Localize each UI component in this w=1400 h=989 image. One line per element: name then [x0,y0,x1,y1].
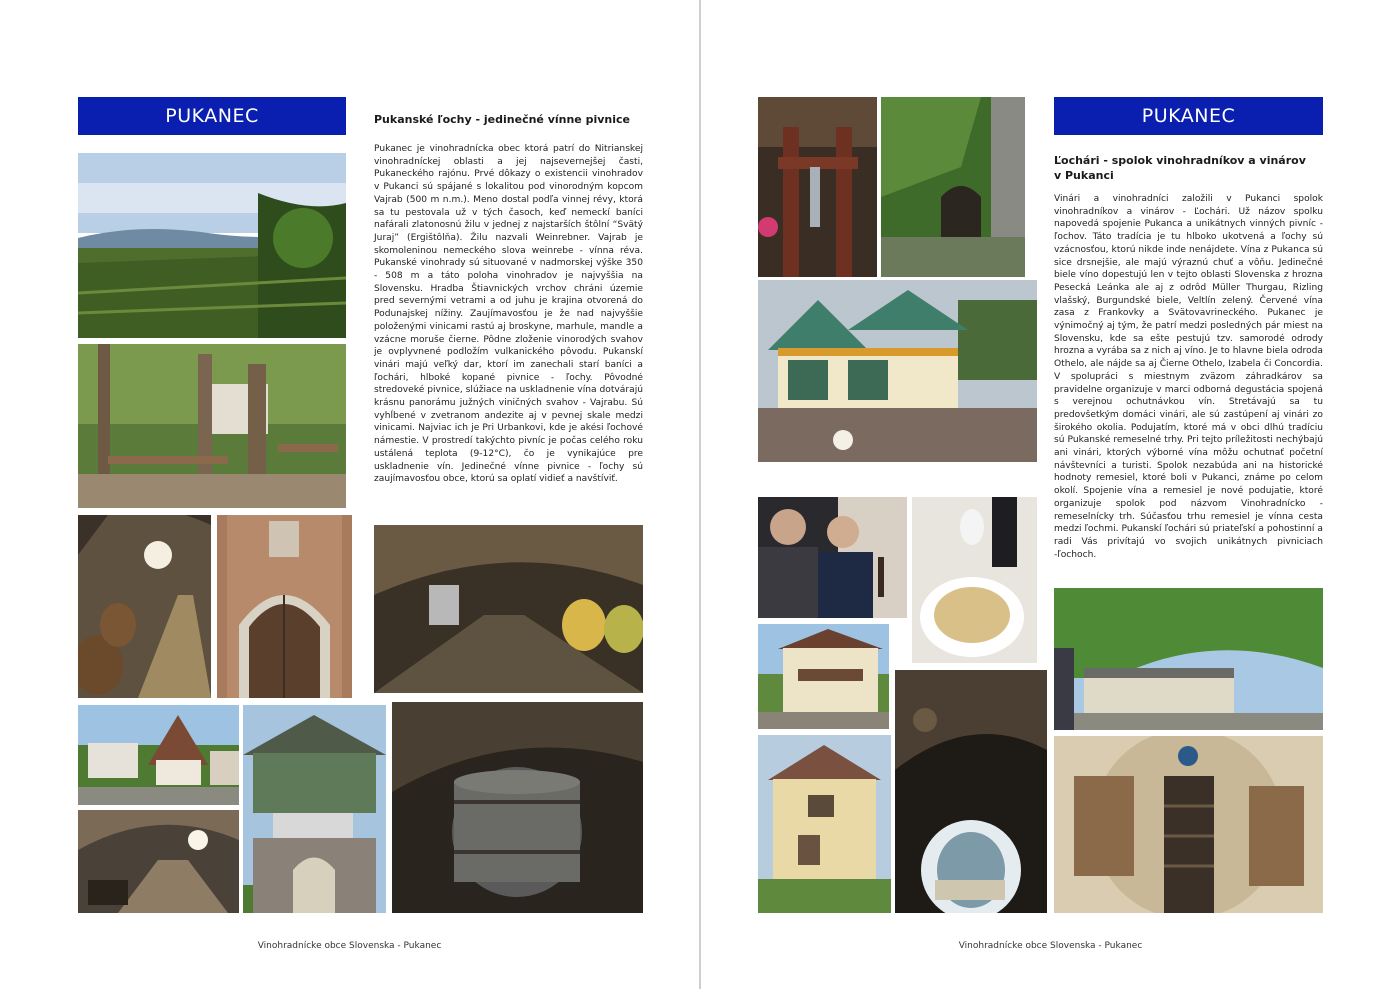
photo-garden-house-panorama [1054,588,1323,730]
right-article-heading [1054,153,1323,183]
photo-cellar-tunnel-lights [78,810,239,913]
photo-village-houses [78,705,239,805]
photo-vineyard-landscape [78,153,346,338]
right-heading-line-2: v Pukanci [1054,169,1114,182]
photo-cellar-interior-bottles [895,670,1047,913]
right-footer: Vinohradnícke obce Slovenska - Pukanec [958,941,1143,951]
photo-wine-and-pasta [912,497,1037,663]
photo-courtyard-trees-benches [78,344,346,508]
left-article-heading: Pukanské ľochy - jedinečné vínne pivnice [374,113,630,126]
photo-wine-tasting-men [758,497,907,618]
photo-rock-cellar-demijohns [374,525,643,693]
photo-cellar-steps-fisheye [1054,736,1323,913]
right-banner-text: PUKANEC [1141,105,1236,127]
photo-cellar-barrels-tunnel [78,515,211,698]
left-article-body: Pukanec je vinohradnícka obec ktorá patrí do Nitrianskej vinohradníckej oblasti a jej najsevernejšej časti, Pukaneckého rajónu. Prvé dôkazy o existencii vinohradov v Pukanci sú spájané s lokalitou pod vinorodným kopcom Vajrab (500 m n.m.). Meno dostal podľa vinnej révy, ktorá sa tu pestovala už v tých časoch, keď nemeckí baníci nafárali zlatonosnú žilu v jednej z najstarších štôlní “Svätý Juraj” (Ergištôlňa). Žilu nazvali Weinrebner. Vajrab je skomoleninou nemeckého slova weinrebe - vínna réva. Pukanské vinohrady sú situované v nadmorskej výške 350 - 508 m a táto poloha vinohradov je najvyššia na Slovensku. Hradba Štiavnických vrchov chráni územie pred severnými vetrami a od juhu je krajina otvorená do Podunajskej nížiny. Zaujímavosťou je že nad najvyššie položenými vinicami rastú aj broskyne, marhule, mandle a vzácne moruše čierne. Pôdne zloženie vinorodých svahov je ovplyvnené podložím vulkanického pôvodu. Pukanskí vinári majú veľký dar, ktorí im zanechali starí baníci a ľochári, hlboké kopané pivnice - ľochy. Pôvodné stredoveké pivnice, slúžiace na uskladnenie vína dotvárajú krásnu panorámu južných viničných svahov - Vajrabu. Sú vyhĺbené v zvetranom andezite aj v pevnej skale medzi vinicami. Najviac ich je Pri Urbankovi, kde je akési ľochové námestie. V prostredí takýchto pivníc je počas celého roku ustálená teplota (9-12°C), čo je vynikajúce pre uskladnenie vín. Jedinečné vínne pivnice - ľochy sú zaujímavosťou obce, ktorú sa oplatí vidieť a navštíviť. [374,144,643,485]
right-page [701,0,1400,989]
left-footer: Vinohradnícke obce Slovenska - Pukanec [257,941,442,951]
right-title-banner [1054,97,1323,135]
photo-green-wooden-villa [758,280,1037,462]
left-banner-text: PUKANEC [165,105,259,127]
photo-yellow-cottage [758,735,891,913]
photo-wooden-wine-press [758,97,877,277]
right-heading-line-1: Ľochári - spolok vinohradníkov a vinárov [1054,154,1306,167]
photo-stone-arched-door [217,515,352,698]
photo-ivy-cellar-entrance [881,97,1025,277]
right-article-body: Vinári a vinohradníci založili v Pukanci spolok vinohradníkov a vinárov - Ľochári. Už názov spolku napovedá spojenie Pukanca a unikátnych vinných pivníc - ľochov. Táto tradícia je tu hlboko ukotvená a ľochy sú vzácnosťou, ktorú nikde inde nenájdete. Vína z Pukanca sú sice drsnejšie, ale majú výraznú chuť a vôňu. Jedinečné biele víno dopestujú len v tejto oblasti Slovenska z hrozna Pesecká Leánka ale aj z odrôd Müller Thurgau, Rizling vlašský, Burgundské biele, Veltlín zelený. Červené vína zasa z Frankovky a Svätovavrineckého. Pukanec je výnimočný aj tým, že patrí medzi posledných pár miest na Slovensku, kde sa ešte pestujú tzv. samorodé odrody hrozna a vyrába sa z nich aj víno. Je to hlavne biela odroda Othelo, ale nájde sa aj Čierne Othelo, Izabela či Concordia. V spolupráci s miestnym zväzom záhradkárov sa pravidelne organizuje v marci odborná degustácia spojená s verejnou ochutnávkou vín. Stretávajú sa tu predovšetkým domáci vinári, ale sú zastúpení aj vinári zo širokého okolia. Podujatím, ktoré má v obci dlhú tradíciu sú Pukanské remeselné trhy. Pri tejto príležitosti nechýbajú ani vinári, ktorých výborné vína môžu ochutnať početní návštevníci a turisti. Spolok nezabúda ani na historické hodnoty remesiel, ktoré boli v Pukanci, známe po celom okolí. Spojenie vína a remesiel je nové podujatie, ktoré organizuje spolok pod názvom Vinohradnícko - remeselnícky trh. Súčasťou trhu remesiel je vínna cesta medzi ľochmi. Pukanskí ľochári sú priateľskí a pohostinní a radi Vás privítajú vo svojich unikátnych pivniciach -ľochoch. [1054,194,1323,560]
left-page [0,0,699,989]
left-title-banner [78,97,346,135]
photo-wine-cellar-house [243,705,386,913]
photo-two-storey-house [758,624,889,729]
photo-old-wine-barrel [392,702,643,913]
